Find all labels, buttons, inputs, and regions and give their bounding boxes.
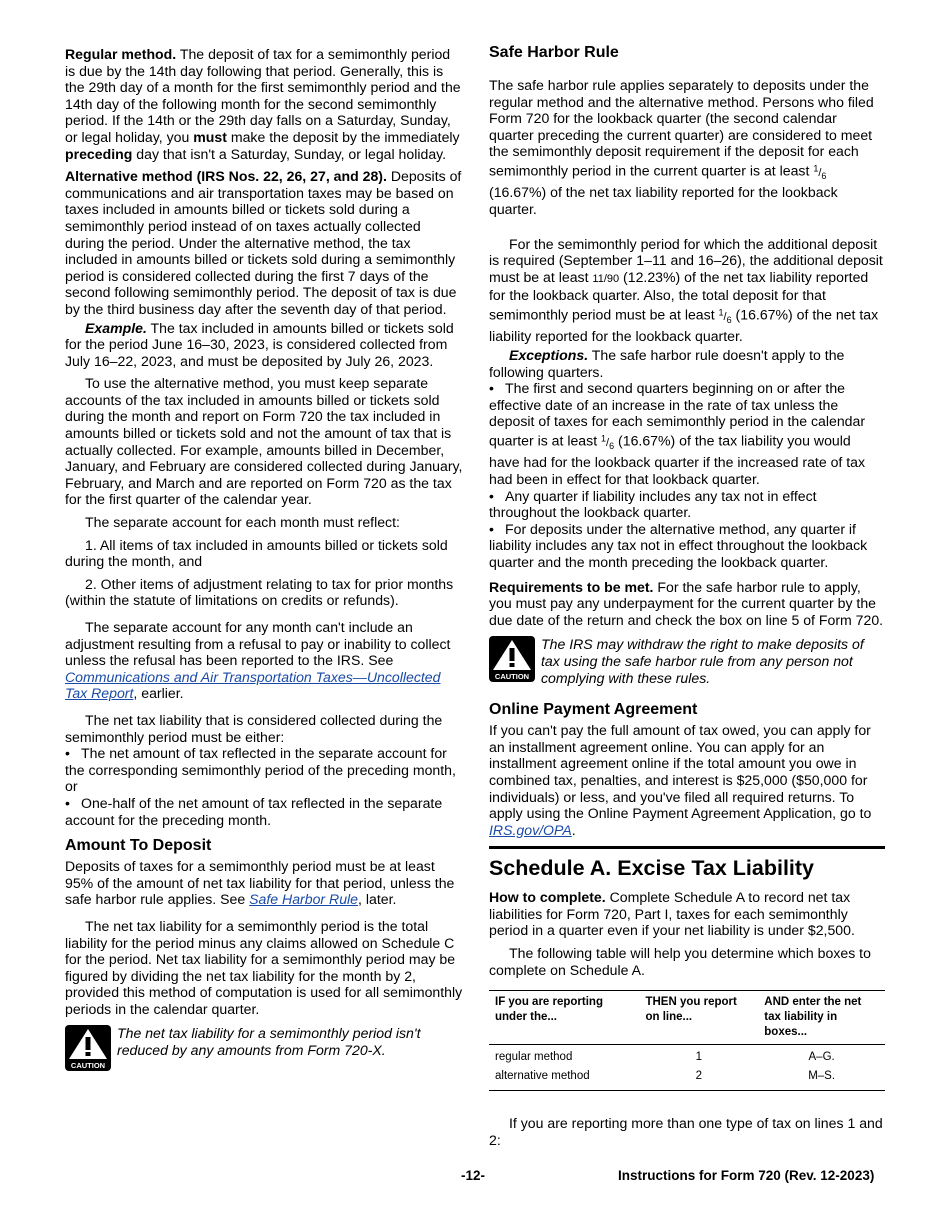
svg-text:CAUTION: CAUTION xyxy=(70,1061,106,1071)
bullet-item: • For deposits under the alternative method, any quarter if liability includes any tax not in effect throughout the lookback quarter and the month preceding the lookback quarter. xyxy=(489,520,868,570)
table-header: IF you are reporting under the... xyxy=(489,991,639,1045)
bullet-icon: • xyxy=(489,520,494,537)
caution-icon xyxy=(65,1025,111,1075)
irs-opa-link[interactable]: IRS.gov/OPA xyxy=(489,821,572,838)
amount-to-deposit-heading: Amount To Deposit xyxy=(65,837,212,855)
table-header: AND enter the net tax liability in boxes... xyxy=(758,991,885,1045)
online-payment-paragraph: If you can't pay the full amount of tax owed, you can apply for an installment agreement online. You can apply for an installment agreement online if the total amount you owe in combined tax, penalties, and interest is $25,000 ($50,000 for individuals) or less, and you've filed all required returns. To apply using the Online Payment Agreement Application, go to IRS.gov/OPA. xyxy=(489,722,872,838)
caution-text: The net tax liability for a semimonthly period isn't reduced by any amounts from Form 720-X. xyxy=(117,1025,421,1059)
bullet-item: • The first and second quarters beginning on or after the effective date of an increase in the rate of tax unless the deposit of taxes for each semimonthly period in the calendar quarter is at least $^1/_6$ (16.67%) of the tax liability you would have had for the lookback quarter if the increased rate of tax had been in effect for that lookback quarter. xyxy=(489,380,866,487)
how-to-complete-paragraph: How to complete. Complete Schedule A to record net tax liabilities for Form 720, Part I, taxes for each semimonthly period in a quarter even if your net liability is under $2,500. xyxy=(489,889,855,939)
list-item: 1. All items of tax included in amounts billed or tickets sold during the month, and xyxy=(65,536,448,570)
caution-text: The IRS may withdraw the right to make deposits of tax using the safe harbor rule from any person not complying with these rules. xyxy=(541,636,864,686)
example-paragraph: Example. The tax included in amounts billed or tickets sold for the period June 16–30, 2023, is considered collected from July 16–22, 2023, and must be deposited by July 26, 2023. xyxy=(65,319,454,369)
table-row: regular method 1 A–G. xyxy=(495,1051,835,1064)
any-month-paragraph: The separate account for any month can't include an adjustment resulting from a refusal to pay or inability to collect unless the refusal has been reported to the IRS. See Communications and Air Transportation Taxes—Uncollected Tax Report, earlier. xyxy=(65,619,451,702)
safe-harbor-rule-link[interactable]: Safe Harbor Rule xyxy=(249,891,359,908)
safe-harbor-paragraph: The safe harbor rule applies separately to deposits under the regular method and the alternative method. Persons who filed Form 720 for the lookback quarter (the second calendar quarter preceding the current quarter) are considered to meet the semimonthly deposit requirement if the deposit for each semimonthly period in the current quarter is at least $^1/_6$ (16.67%) of the net tax liability reported for the lookback quarter. xyxy=(489,77,874,217)
separate-account-paragraph: The separate account for each month must reflect: xyxy=(85,514,400,531)
exceptions-paragraph: Exceptions. The safe harbor rule doesn't apply to the following quarters. xyxy=(489,347,845,380)
schedule-a-table xyxy=(489,990,885,1091)
table-header: THEN you report on line... xyxy=(639,991,758,1045)
footer-title: Instructions for Form 720 (Rev. 12-2023) xyxy=(618,1168,875,1183)
bullet-item: • The net amount of tax reflected in the separate account for the corresponding semimonthly period of the preceding month, or xyxy=(65,745,456,795)
caution-icon xyxy=(489,636,535,686)
bullet-icon: • xyxy=(65,794,70,811)
requirements-paragraph: Requirements to be met. For the safe harbor rule to apply, you must pay any underpayment for the current quarter by the due date of the return and check the box on line 5 of Form 720. xyxy=(489,578,884,628)
more-than-one-paragraph: If you are reporting more than one type of tax on lines 1 and 2: xyxy=(489,1115,883,1148)
page-number: -12- xyxy=(461,1168,486,1183)
caution-note xyxy=(489,636,885,686)
following-table-paragraph: The following table will help you determine which boxes to complete on Schedule A. xyxy=(489,945,871,978)
left-column xyxy=(65,46,463,1085)
right-column xyxy=(489,43,885,1154)
bullet-icon: • xyxy=(489,380,494,397)
deposits-paragraph: Deposits of taxes for a semimonthly period must be at least 95% of the amount of net tax liability for that period, unless the safe harbor rule applies. See Safe Harbor Rule, later. xyxy=(65,858,455,908)
svg-text:CAUTION: CAUTION xyxy=(494,672,530,682)
uncollected-tax-report-link[interactable]: Communications and Air Transportation Taxes—Uncollected Tax Report xyxy=(65,668,441,702)
schedule-a-heading: Schedule A. Excise Tax Liability xyxy=(489,856,815,881)
bullet-item: • Any quarter if liability includes any tax not in effect throughout the lookback quarter. xyxy=(489,487,817,521)
bullet-icon: • xyxy=(65,745,70,762)
safe-harbor-heading: Safe Harbor Rule xyxy=(489,44,619,61)
bullet-icon: • xyxy=(489,487,494,504)
bullet-item: • One-half of the net amount of tax reflected in the separate account for the preceding month. xyxy=(65,794,443,828)
regular-method-paragraph: Regular method. The deposit of tax for a semimonthly period is due by the 14th day following that period. Generally, this is the 29th day of a month for the first semimonthly period and the 14th day of the following month for the second semimonthly period. If the 14th or the 29th day falls on a Saturday, Sunday, or legal holiday, you must make the deposit by the immediately preceding day that isn't a Saturday, Sunday, or legal holiday. xyxy=(65,46,461,162)
use-alternative-paragraph: To use the alternative method, you must keep separate accounts of the tax included in amounts billed or tickets sold during the month and report on Form 720 the tax included in amounts billed or tickets sold and not the amount of tax that is actually collected. For example, amounts billed in December, January, and February are considered collected during January, February, and March and are reported on Form 720 as the tax for the first quarter of the calendar year. xyxy=(65,375,463,508)
table-row: alternative method 2 M–S. xyxy=(489,1067,885,1091)
alternative-method-paragraph: Alternative method (IRS Nos. 22, 26, 27, and 28). Deposits of communications and air transportation taxes may be based on taxes included in amounts billed or tickets sold during a semimonthly period instead of on taxes actually collected during the period. Under the alternative method, the tax included in amounts billed or tickets sold during a semimonthly period is considered collected during the first 7 days of the second following semimonthly period. The deposit of tax is due by the third business day after the seventh day of that period. xyxy=(65,168,462,317)
caution-note xyxy=(65,1025,463,1075)
semimonthly-additional-paragraph: For the semimonthly period for which the additional deposit is required (September 1–11 and 16–26), the additional deposit must be at least 11/90 (12.23%) of the net tax liability reported for the lookback quarter. Also, the total deposit for that semimonthly period must be at least $^1/_6$ (16.67%) of the net tax liability reported for the lookback quarter. xyxy=(489,235,883,345)
section-divider xyxy=(489,846,885,849)
online-payment-heading: Online Payment Agreement xyxy=(489,701,698,719)
net-liability-paragraph: The net tax liability that is considered collected during the semimonthly period must be either: xyxy=(65,711,443,745)
list-item: 2. Other items of adjustment relating to tax for prior months (within the statute of limitations on credits or refunds). xyxy=(65,575,454,609)
net-total-paragraph: The net tax liability for a semimonthly period is the total liability for the period minus any claims allowed on Schedule C for the period. Net tax liability for a semimonthly period may be figured by dividing the net tax liability for the month by 2, provided this method of computation is used for all semimonthly periods in the calendar quarter. xyxy=(65,917,463,1017)
